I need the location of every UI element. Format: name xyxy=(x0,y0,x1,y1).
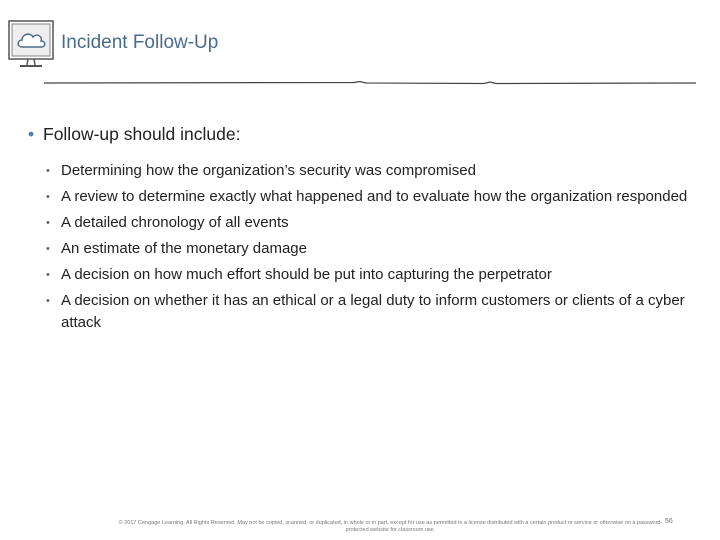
bullet-icon: • xyxy=(46,269,50,281)
sub-bullet-text: A detailed chronology of all events xyxy=(61,214,289,231)
sub-bullet-list xyxy=(46,160,708,334)
page-number: 56 xyxy=(665,518,673,525)
sub-bullet-text: A decision on how much effort should be put into capturing the perpetrator xyxy=(61,266,552,283)
cloud-monitor-icon xyxy=(8,20,56,70)
sub-bullet-text: A decision on whether it has an ethical or a legal duty to inform customers or clients of a cyber attack xyxy=(61,292,685,331)
sub-bullet xyxy=(46,238,706,260)
sub-bullet xyxy=(46,212,706,234)
bullet-icon: • xyxy=(46,243,50,255)
sub-bullet-text: A review to determine exactly what happened and to evaluate how the organization responded xyxy=(61,188,688,205)
copyright-footer: © 2017 Cengage Learning. All Rights Reserved. May not be copied, scanned, or duplicated, in whole or in part, except for use as permitted in a license distributed with a certain product or service or otherwise on a password-protected website for classroom use. xyxy=(118,520,663,533)
sub-bullet-text: Determining how the organization’s security was compromised xyxy=(61,162,476,179)
bullet-icon: • xyxy=(46,217,50,229)
bullet-icon: • xyxy=(46,165,50,177)
bullet-icon: • xyxy=(28,124,35,144)
slide-content xyxy=(28,123,708,338)
sub-bullet xyxy=(46,160,706,182)
sub-bullet xyxy=(46,186,706,208)
sub-bullet-text: An estimate of the monetary damage xyxy=(61,240,307,257)
title-divider xyxy=(44,73,696,79)
main-bullet-text: Follow-up should include: xyxy=(43,124,241,144)
bullet-icon: • xyxy=(46,295,50,307)
slide-title: Incident Follow-Up xyxy=(61,32,219,53)
main-bullet xyxy=(28,123,708,145)
bullet-icon: • xyxy=(46,191,50,203)
sub-bullet xyxy=(46,290,706,334)
sub-bullet xyxy=(46,264,706,286)
